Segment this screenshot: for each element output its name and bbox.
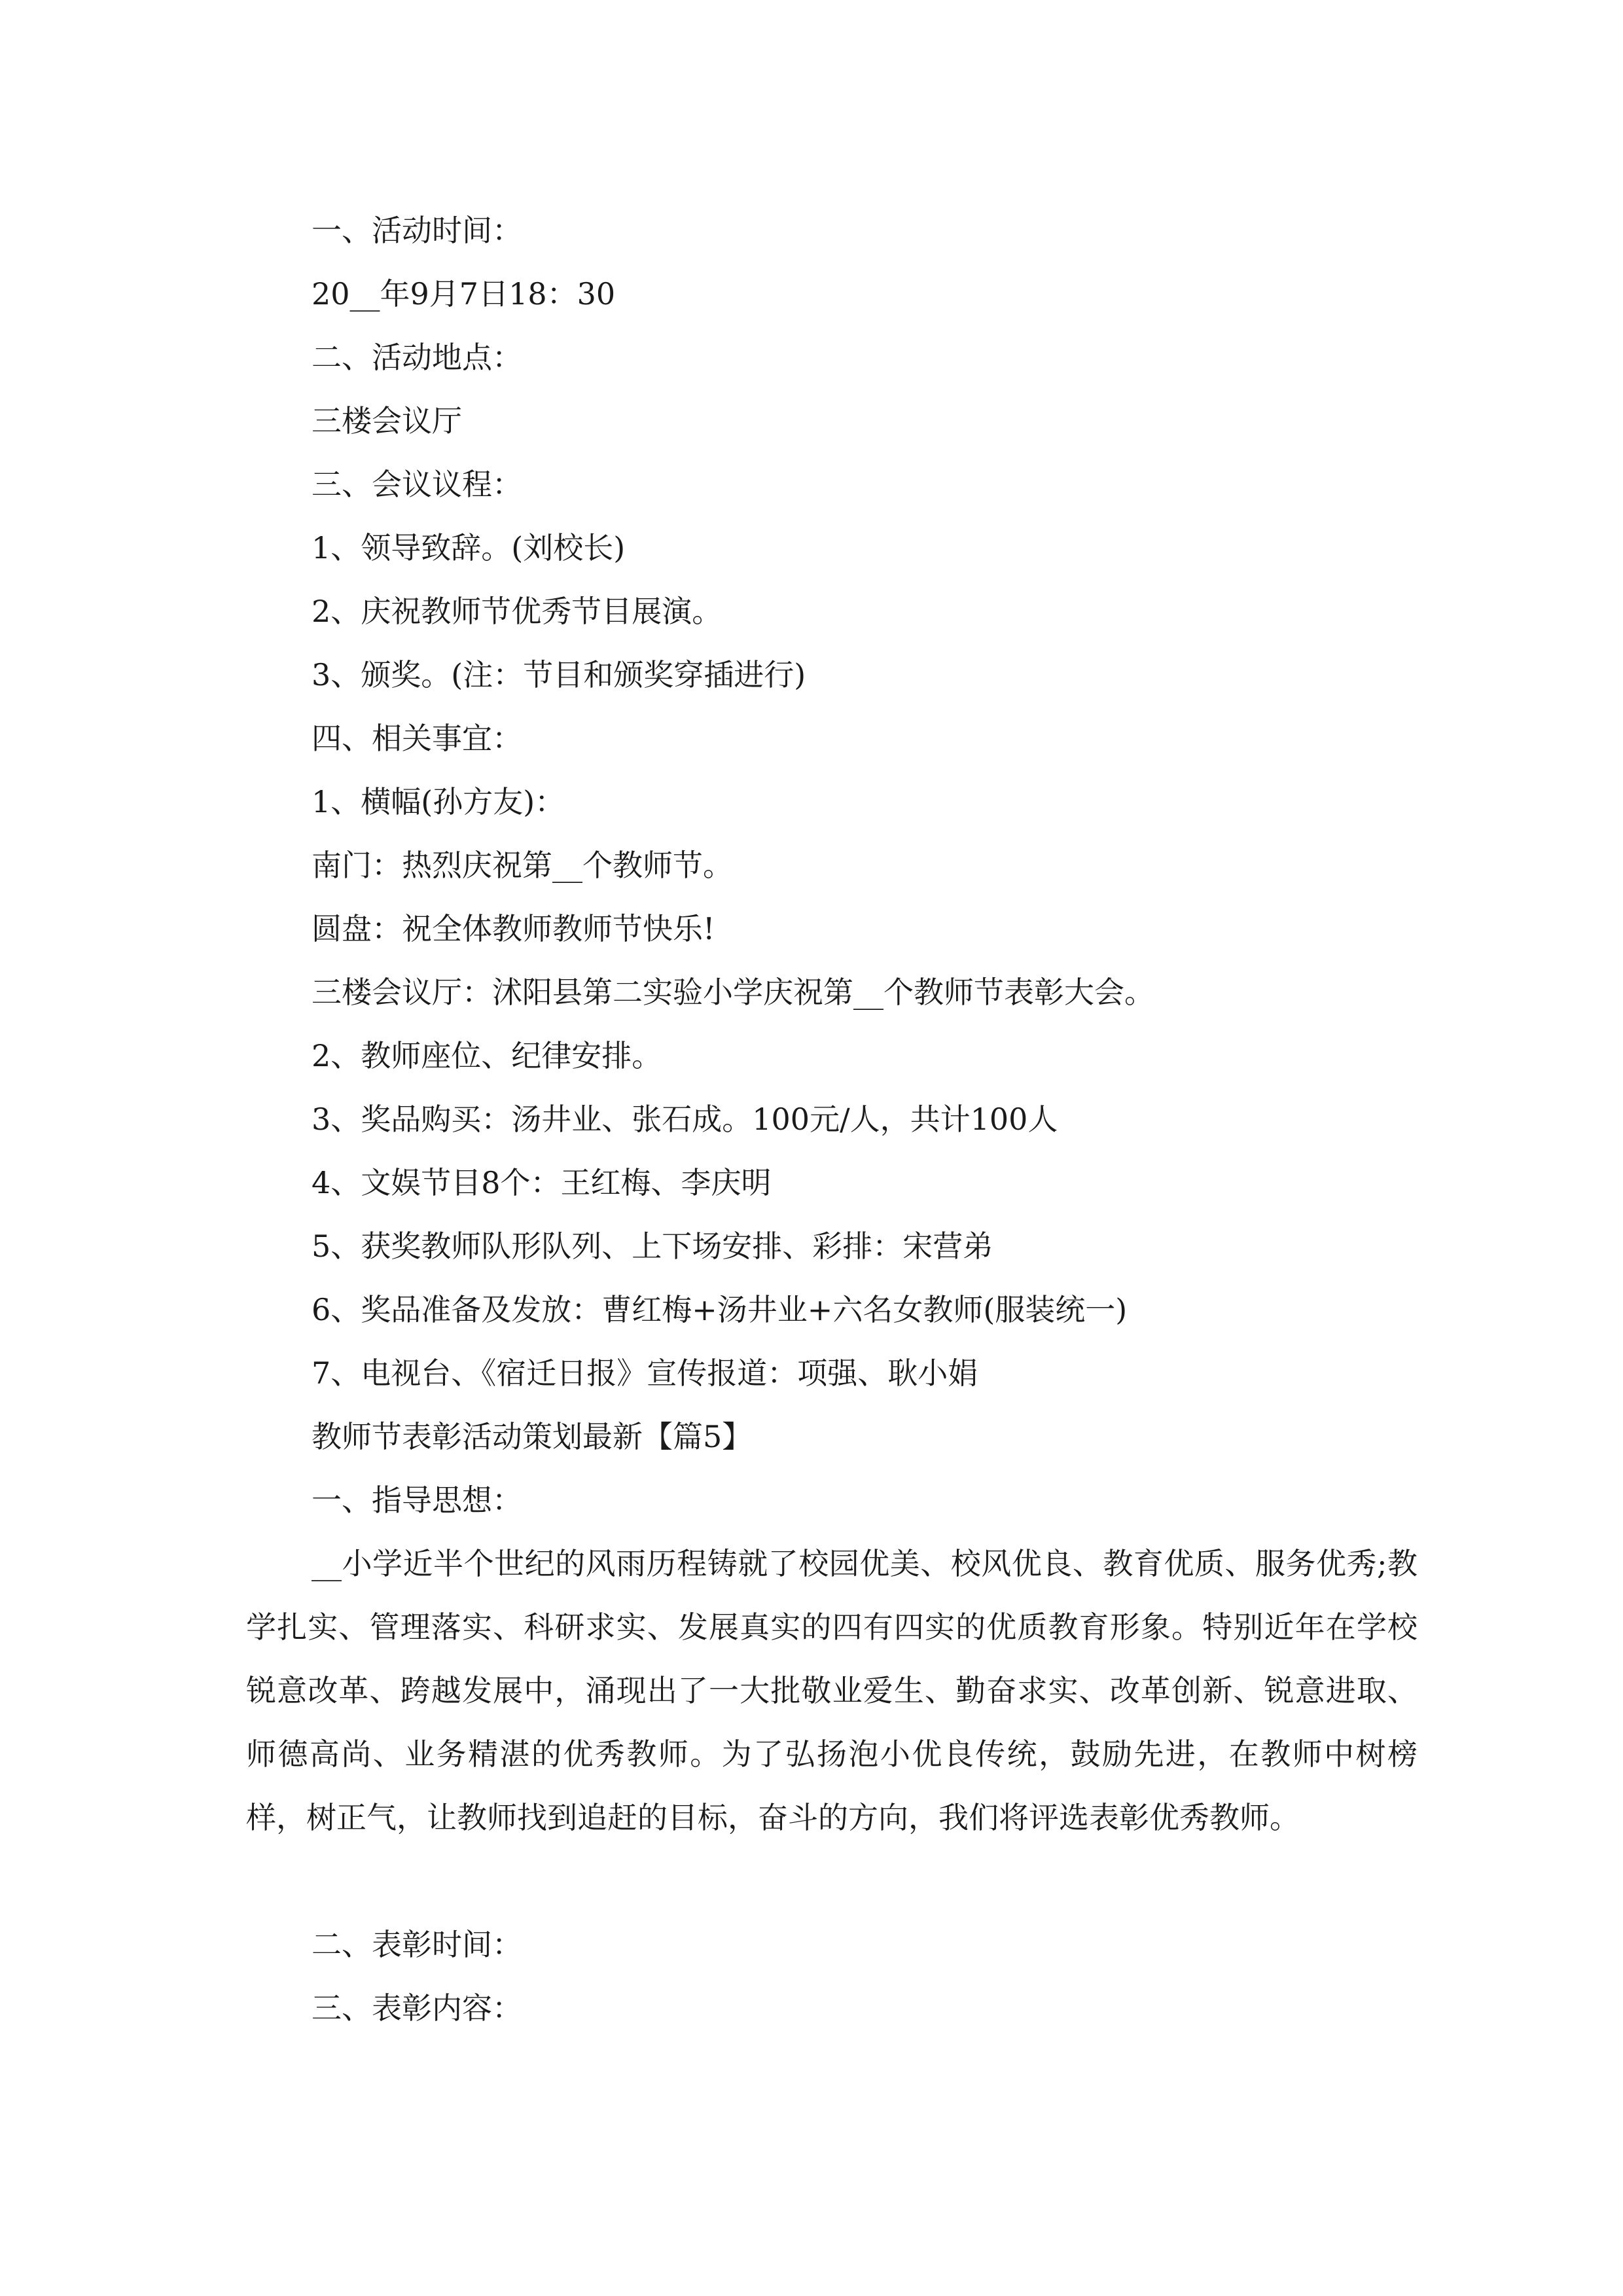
activity-location-value: 三楼会议厅 [312, 403, 462, 439]
heading-commendation-content: 三、表彰内容： [312, 1990, 522, 2026]
banner-text: 三楼会议厅：沭阳县第二实验小学庆祝第__个教师节表彰大会。 [312, 975, 1154, 1010]
section-title: 教师节表彰活动策划最新【篇5】 [312, 1419, 753, 1454]
matter-item: 1、横幅(孙方友)： [312, 784, 565, 819]
heading-commendation-time: 二、表彰时间： [312, 1927, 522, 1962]
heading-activity-time: 一、活动时间： [312, 213, 522, 248]
matter-item: 7、电视台、《宿迁日报》宣传报道：项强、耿小娟 [312, 1355, 978, 1391]
heading-guiding-ideology: 一、指导思想： [312, 1482, 522, 1518]
banner-text: 南门：热烈庆祝第__个教师节。 [312, 848, 733, 883]
heading-activity-location: 二、活动地点： [312, 340, 522, 375]
matter-item: 6、奖品准备及发放：曹红梅+汤井业+六名女教师(服装统一) [312, 1292, 1128, 1327]
agenda-item: 3、颁奖。(注：节目和颁奖穿插进行) [312, 657, 806, 692]
heading-meeting-agenda: 三、会议议程： [312, 467, 522, 502]
matter-item: 2、教师座位、纪律安排。 [312, 1038, 662, 1073]
agenda-item: 1、领导致辞。(刘校长) [312, 530, 626, 565]
agenda-item: 2、庆祝教师节优秀节目展演。 [312, 594, 722, 629]
matter-item: 3、奖品购买：汤井业、张石成。100元/人，共计100人 [312, 1102, 1058, 1137]
heading-related-matters: 四、相关事宜： [312, 721, 522, 756]
guiding-ideology-paragraph: __小学近半个世纪的风雨历程铸就了校园优美、校风优良、教育优质、服务优秀;教学扎实、管理落实、科研求实、发展真实的四有四实的优质教育形象。特别近年在学校锐意改革、跨越发展中，涌现出了一大批敬业爱生、勤奋求实、改革创新、锐意进取、师德高尚、业务精湛的优秀教师。为了弘扬泡小优良传统，鼓励先进，在教师中树榜样，树正气，让教师找到追赶的目标，奋斗的方向，我们将评选表彰优秀教师。 [246, 1546, 1418, 1835]
activity-time-value: 20__年9月7日18：30 [312, 276, 616, 312]
banner-text: 圆盘：祝全体教师教师节快乐! [312, 911, 715, 946]
matter-item: 5、获奖教师队形队列、上下场安排、彩排：宋营弟 [312, 1229, 993, 1264]
matter-item: 4、文娱节目8个：王红梅、李庆明 [312, 1165, 772, 1200]
